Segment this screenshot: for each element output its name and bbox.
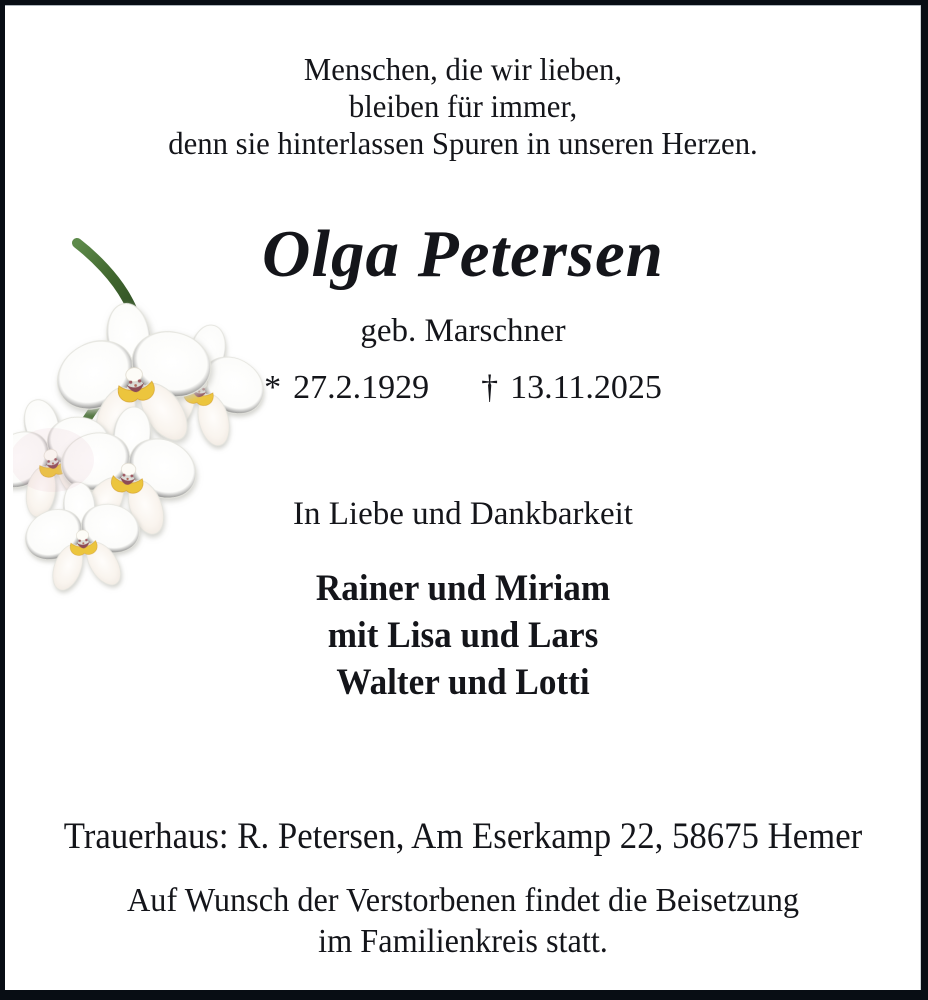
dedication-line: In Liebe und Dankbarkeit [293, 496, 633, 532]
died-cross-symbol: † [481, 369, 499, 406]
verse-line-2: bleiben für immer, [348, 88, 578, 124]
maiden-name: geb. Marschner [360, 313, 566, 349]
verse-line-1: Menschen, die wir lieben, [303, 51, 623, 87]
life-dates [5, 367, 921, 409]
burial-note-line-2: im Familienkreis statt. [318, 923, 608, 960]
birth-date: 27.2.1929 [293, 369, 430, 406]
mourners-line-1: Rainer und Miriam [315, 568, 611, 609]
mourners-list [28, 565, 898, 706]
verse-line-3: denn sie hinterlassen Spuren in unseren Herzen. [168, 125, 758, 161]
funeral-home-address: Trauerhaus: R. Petersen, Am Eserkamp 22, 58675 Hemer [63, 816, 863, 857]
death-date-group [481, 367, 662, 409]
mourners-line-2: mit Lisa und Lars [327, 615, 599, 656]
burial-note-line-1: Auf Wunsch der Verstorbenen findet die Beisetzung [126, 882, 800, 919]
deceased-name: Olga Petersen [262, 217, 664, 291]
birth-date-group [264, 367, 429, 409]
mourners-line-3: Walter und Lotti [336, 662, 590, 703]
born-symbol: * [264, 369, 282, 406]
opening-verse [23, 51, 902, 162]
death-date: 13.11.2025 [510, 369, 662, 406]
burial-note [28, 880, 898, 962]
